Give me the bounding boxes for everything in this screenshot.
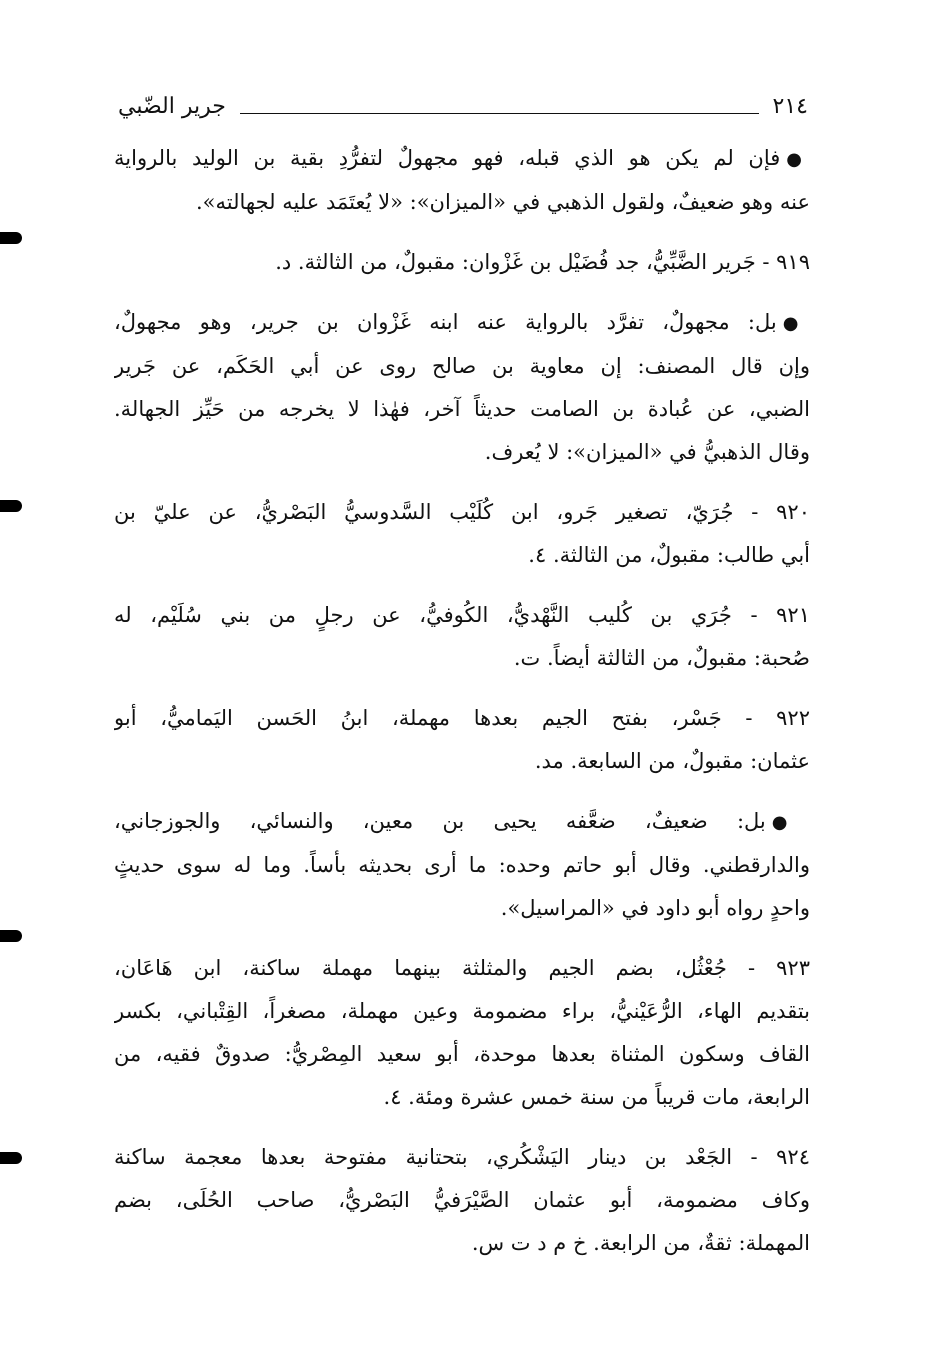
line-text: صُحبة: مقبولٌ، من الثالثة أيضاً. ت. (513, 646, 810, 670)
page-body (114, 137, 810, 1265)
page-header (118, 82, 808, 122)
line-text: والدارقطني. وقال أبو حاتم وحده: ما أرى بحديثه بأساً. وما له سوى حديثٍ (114, 853, 810, 877)
margin-scan-mark (0, 232, 22, 244)
text-line (114, 301, 810, 345)
text-line (114, 947, 810, 990)
text-line (114, 388, 810, 431)
line-text: ٩٢١ - جُرَي بن كُليب النَّهْديُّ، الكُوفيُّ، عن رجلٍ من بني سُلَيْم، له (114, 603, 810, 627)
black-circle-bullet-icon: ● (782, 313, 810, 334)
entry-paragraph (114, 241, 810, 284)
text-line (114, 534, 810, 577)
text-line (114, 137, 810, 181)
entry-paragraph (114, 947, 810, 1119)
entry-paragraph (114, 1136, 810, 1265)
line-text: القاف وسكون المثناة بعدها موحدة، أبو سعيد المِصْريُّ: صدوقٌ فقيه، من (114, 1042, 810, 1066)
commentary-paragraph (114, 137, 810, 224)
line-text: عثمان: مقبولٌ، من السابعة. مد. (534, 749, 810, 773)
black-circle-bullet-icon: ● (786, 149, 810, 170)
line-text: ٩٢٢ - جَسْر، بفتح الجيم بعدها مهملة، ابنُ الحَسن اليَماميُّ، أبو (114, 706, 810, 730)
line-text: الرابعة، مات قريباً من سنة خمس عشرة ومئة. ٤. (383, 1085, 810, 1109)
text-line (114, 800, 810, 844)
running-title: جرير الضّبي (118, 94, 226, 119)
text-line (114, 697, 810, 740)
text-line (114, 345, 810, 388)
commentary-paragraph (114, 800, 810, 930)
page-number: ٢١٤ (772, 94, 808, 119)
line-text: ٩٢٣ - جُعْثُل، بضم الجيم والمثلثة بينهما مهملة ساكنة، ابن هَاعَان، (114, 956, 810, 980)
line-text: ٩٢٠ - جُرَيّ، تصغير جَرو، ابن كُلَيْب السَّدوسيُّ البَصْريُّ، عن عليّ بن (114, 500, 810, 524)
text-line (114, 241, 810, 284)
line-text: عنه وهو ضعيفٌ، ولقول الذهبي في «الميزان»: «لا يُعتَمَد عليه لجهالته». (196, 190, 810, 214)
line-text: واحدٍ رواه أبو داود في «المراسيل». (500, 896, 810, 920)
line-text: أبي طالب: مقبولٌ، من الثالثة. ٤. (528, 543, 810, 567)
line-text: ٩٢٤ - الجَعْد بن دينار اليَشْكُري، بتحتانية مفتوحة بعدها معجمة ساكنة (114, 1145, 810, 1169)
text-line (114, 1136, 810, 1179)
entry-paragraph (114, 594, 810, 680)
header-rule (240, 113, 759, 114)
text-line (114, 1179, 810, 1222)
entry-paragraph (114, 697, 810, 783)
line-text: الضبي، عن عُبادة بن الصامت حديثاً آخر، فهٰذا لا يخرجه من حَيِّز الجهالة. (114, 397, 810, 421)
line-text: وإن قال المصنف: إن معاوية بن صالح روى عن أبي الحَكَم، عن جَرير (114, 354, 810, 378)
line-text: وكاف مضمومة، أبو عثمان الصَّيْرَفيُّ البَصْريُّ، صاحب الحُلَى، بضم (114, 1188, 810, 1212)
line-text: بتقديم الهاء، الرُّعَيْنيُّ، براء مضمومة وعين مهملة، مصغراً، القِتْباني، بكسر (114, 999, 810, 1023)
entry-paragraph (114, 491, 810, 577)
margin-scan-mark (0, 500, 22, 512)
text-line (114, 431, 810, 474)
line-text: المهملة: ثقةٌ، من الرابعة. خ م د ت س. (471, 1231, 810, 1255)
margin-scan-mark (0, 1152, 22, 1164)
text-line (114, 1076, 810, 1119)
black-circle-bullet-icon: ● (771, 812, 810, 833)
line-text: فإن لم يكن هو الذي قبله، فهو مجهولٌ لتفرُّدِ بقية بن الوليد بالرواية (114, 146, 781, 170)
text-line (114, 1222, 810, 1265)
text-line (114, 887, 810, 930)
text-line (114, 491, 810, 534)
line-text: وقال الذهبيُّ في «الميزان»: لا يُعرف. (484, 440, 810, 464)
line-text: ٩١٩ - جَرير الضَّبِّيُّ، جد فُضَيْل بن غَزْوان: مقبولٌ، من الثالثة. د. (275, 250, 810, 274)
text-line (114, 1033, 810, 1076)
text-line (114, 181, 810, 224)
line-text: بل: مجهولٌ، تفرَّد بالرواية عنه ابنه غَزْوان بن جرير، وهو مجهولٌ، (114, 310, 777, 334)
text-line (114, 990, 810, 1033)
margin-scan-mark (0, 930, 22, 942)
text-line (114, 594, 810, 637)
text-line (114, 740, 810, 783)
commentary-paragraph (114, 301, 810, 474)
line-text: بل: ضعيفٌ، ضعَّفه يحيى بن معين، والنسائي، والجوزجاني، (114, 809, 766, 833)
text-line (114, 844, 810, 887)
text-line (114, 637, 810, 680)
